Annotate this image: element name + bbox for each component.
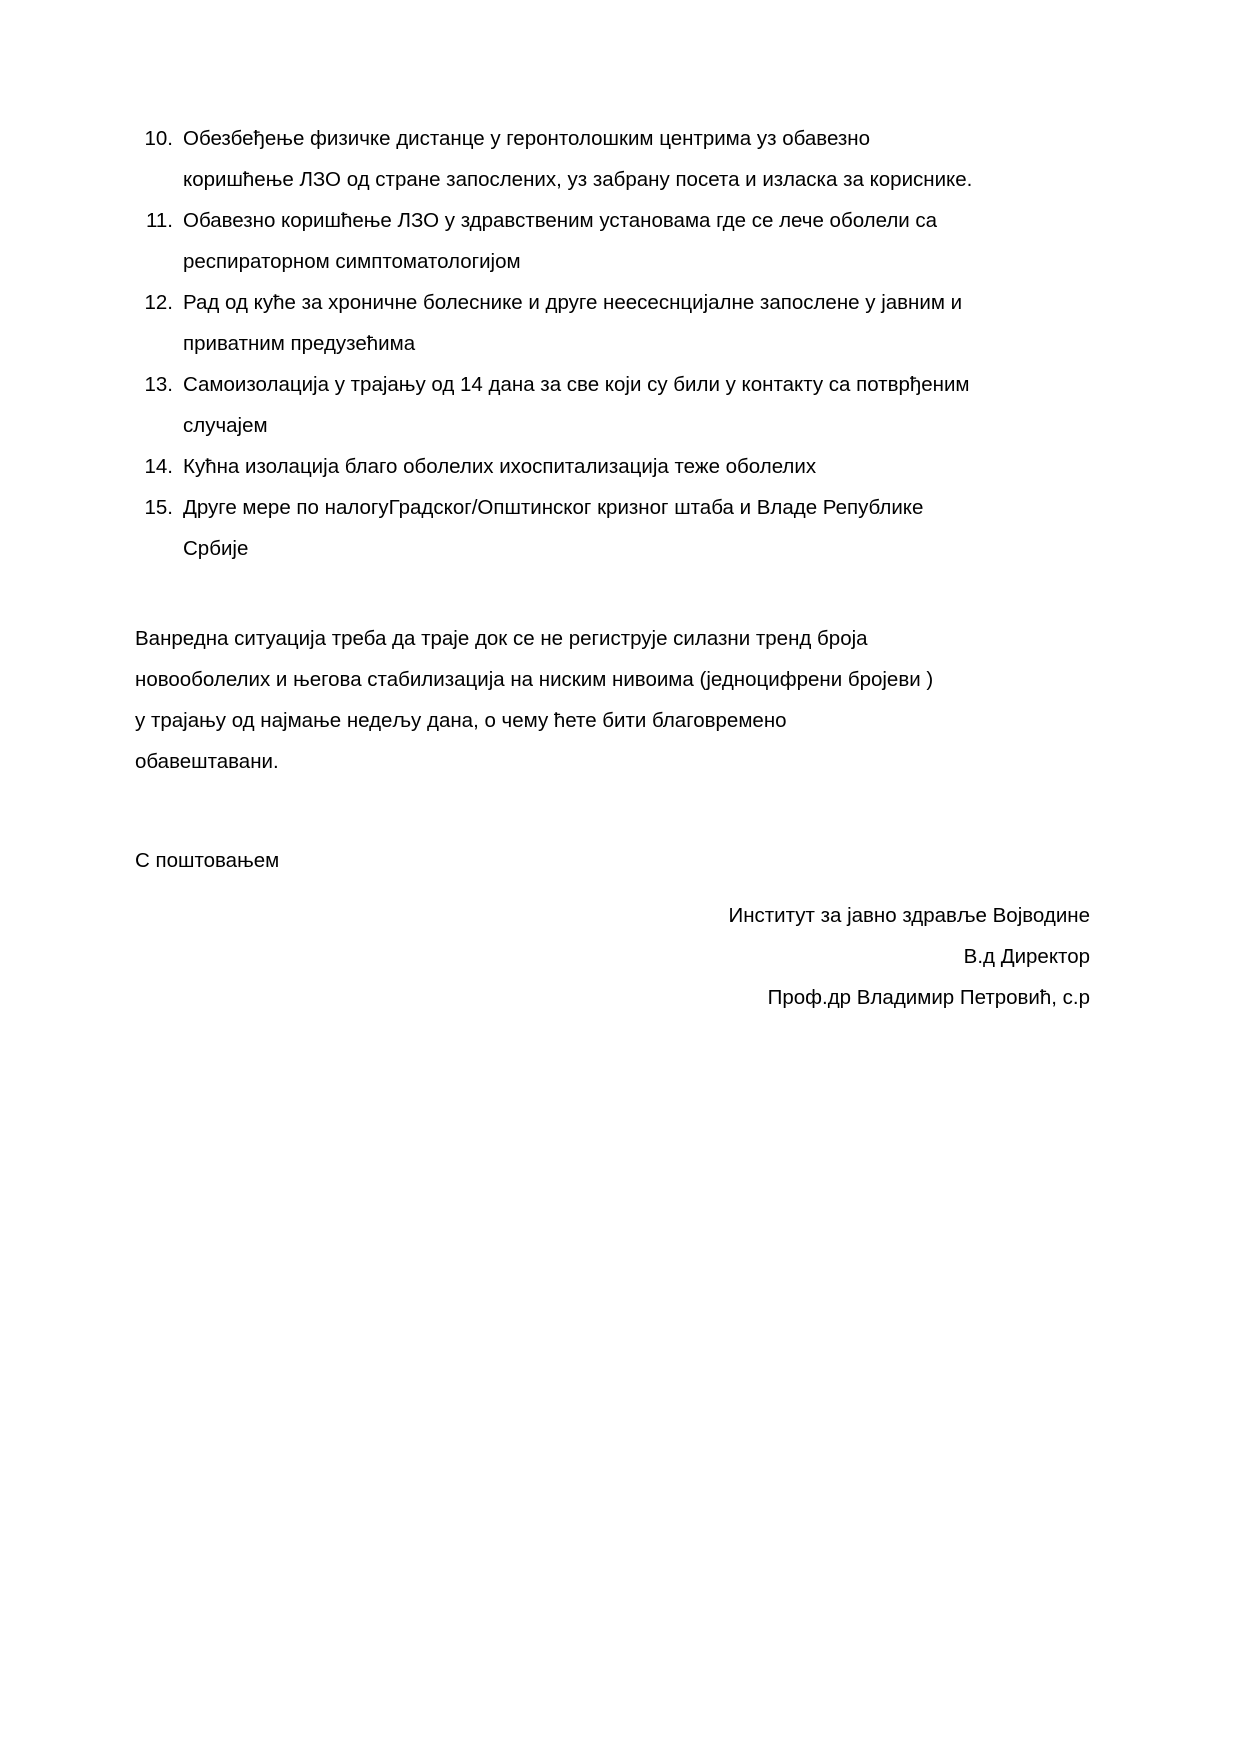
list-item bbox=[135, 118, 1105, 200]
spacer bbox=[135, 881, 1105, 895]
list-item bbox=[135, 364, 1105, 446]
signature-block bbox=[135, 895, 1105, 1018]
list-item bbox=[135, 200, 1105, 282]
list-item-number: 15. bbox=[144, 496, 173, 519]
list-item-text: Обезбеђење физичке дистанце у геронтолошким центрима уз обавезно коришћење ЛЗО од стране запослених, уз забрану посета и изласка за кориснике. bbox=[183, 127, 973, 191]
list-item-text: Друге мере по налогуГрадског/Општинског кризног штаба и Владе Републике Србије bbox=[183, 496, 924, 560]
signature-name: Проф.др Владимир Петровић, с.р bbox=[767, 986, 1090, 1009]
list-item-number: 12. bbox=[144, 291, 173, 314]
signature-role: В.д Директор bbox=[963, 945, 1090, 968]
signature-organization: Институт за јавно здравље Војводине bbox=[728, 904, 1090, 927]
list-item bbox=[135, 487, 1105, 569]
list-item-text: Кућна изолација благо оболелих ихоспитализација теже оболелих bbox=[183, 455, 817, 478]
spacer bbox=[135, 782, 1105, 840]
list-item-text: Обавезно коришћење ЛЗО у здравственим установама где се лече оболели са респираторном симптоматологијом bbox=[183, 209, 938, 273]
list-item-number: 14. bbox=[144, 455, 173, 478]
measures-list bbox=[135, 118, 1105, 569]
list-item-number: 11. bbox=[146, 209, 173, 232]
list-item-text: Самоизолација у трајању од 14 дана за све који су били у контакту са потврђеним случајем bbox=[183, 373, 970, 437]
spacer bbox=[135, 569, 1105, 618]
closing-salutation: С поштовањем bbox=[135, 849, 280, 872]
body-paragraph: Ванредна ситуација треба да траје док се не региструје силазни тренд броја новооболелих и његова стабилизација на ниским нивоима (једноцифрени бројеви ) у трајању од најмање недељу дана, о чему ћете бити благовремено обавештавани. bbox=[135, 627, 934, 773]
list-item-number: 13. bbox=[144, 373, 173, 396]
list-item-number: 10. bbox=[144, 127, 173, 150]
list-item-text: Рад од куће за хроничне болеснике и друге неесеснцијалне запослене у јавним и приватним предузећима bbox=[183, 291, 963, 355]
list-item bbox=[135, 282, 1105, 364]
list-item bbox=[135, 446, 1105, 487]
